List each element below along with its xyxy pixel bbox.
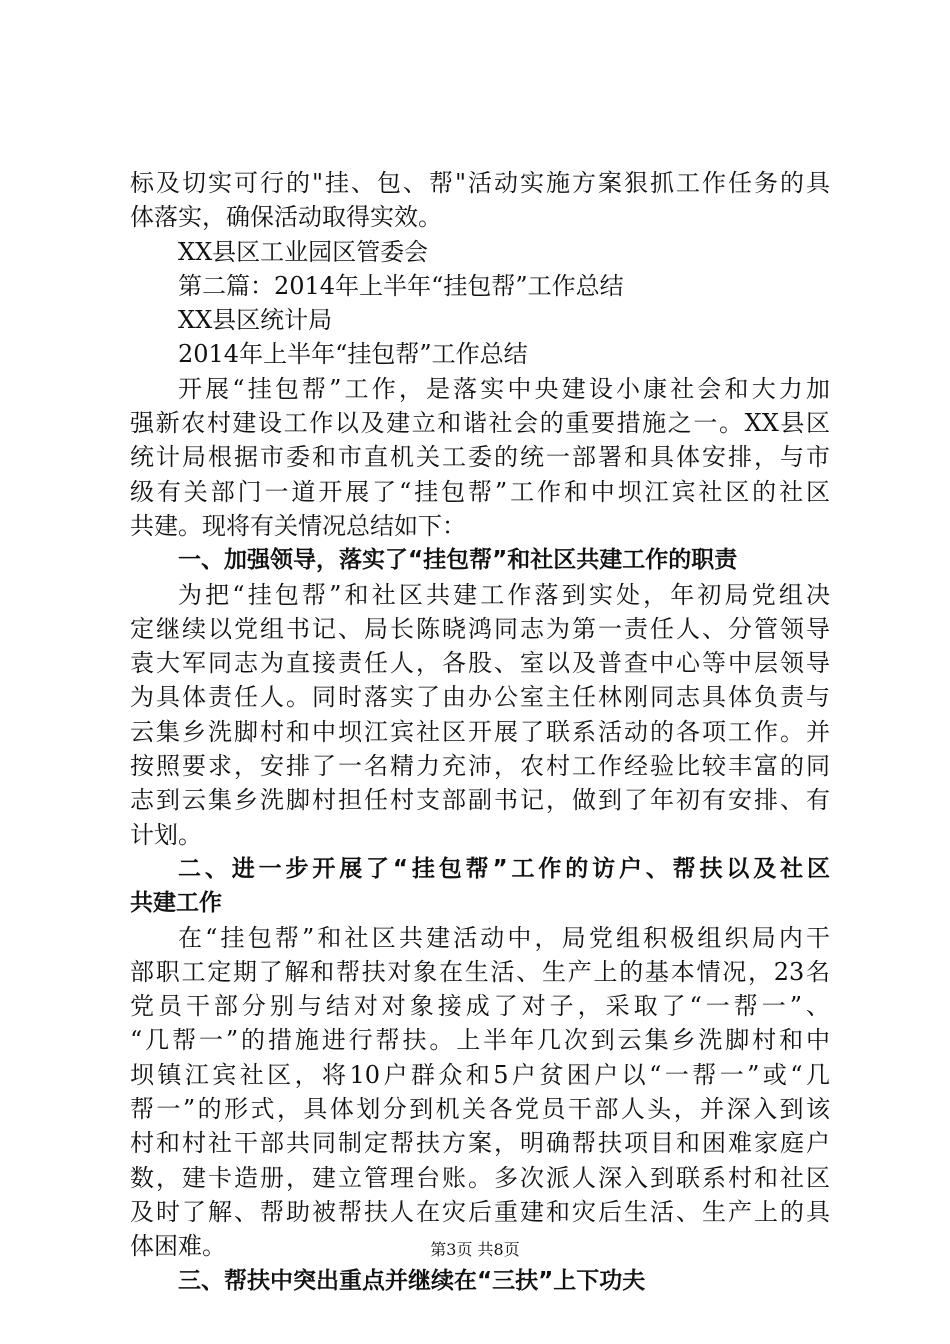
body-line: 部职工定期了解和帮扶对象在生活、生产上的基本情况，23名 bbox=[130, 957, 830, 986]
body-line: 数，建卡造册，建立管理台账。多次派人深入到联系村和社区 bbox=[130, 1163, 830, 1192]
body-line: 云集乡洗脚村和中坝江宾社区开展了联系活动的各项工作。并 bbox=[130, 717, 830, 746]
section-heading: 一、加强领导，落实了“挂包帮”和社区共建工作的职责 bbox=[178, 547, 738, 574]
body-line: 为把“挂包帮”和社区共建工作落到实处，年初局党组决 bbox=[178, 580, 830, 609]
body-line: 定继续以党组书记、局长陈晓鸿同志为第一责任人、分管领导 bbox=[130, 614, 830, 643]
body-line: 村和村社干部共同制定帮扶方案，明确帮扶项目和困难家庭户 bbox=[130, 1129, 830, 1158]
body-line: “几帮一”的措施进行帮扶。上半年几次到云集乡洗脚村和中 bbox=[130, 1026, 830, 1055]
document-body bbox=[130, 166, 830, 1298]
page-number: 第3页 共8页 bbox=[430, 1240, 520, 1259]
body-line: 按照要求，安排了一名精力充沛，农村工作经验比较丰富的同 bbox=[130, 752, 830, 781]
organization-name: XX县区统计局 bbox=[178, 306, 333, 335]
body-line: 党员干部分别与结对对象接成了对子，采取了“一帮一”、 bbox=[130, 992, 830, 1021]
body-line: 为具体责任人。同时落实了由办公室主任林刚同志具体负责与 bbox=[130, 683, 830, 712]
body-line: 开展“挂包帮”工作，是落实中央建设小康社会和大力加 bbox=[178, 374, 830, 403]
body-line: 帮一”的形式，具体划分到机关各党员干部人头，并深入到该 bbox=[130, 1095, 830, 1124]
section-heading: 三、帮扶中突出重点并继续在“三扶”上下功夫 bbox=[178, 1267, 646, 1294]
body-line: 志到云集乡洗脚村担任村支部副书记，做到了年初有安排、有 bbox=[130, 786, 830, 815]
body-line: 在“挂包帮”和社区共建活动中，局党组积极组织局内干 bbox=[178, 923, 830, 952]
body-line: 级有关部门一道开展了“挂包帮”工作和中坝江宾社区的社区 bbox=[130, 477, 830, 506]
body-line: 标及切实可行的"挂、包、帮"活动实施方案狠抓工作任务的具 bbox=[130, 169, 830, 197]
body-line: 体落实，确保活动取得实效。 bbox=[130, 203, 442, 232]
chapter-title: 第二篇：2014年上半年“挂包帮”工作总结 bbox=[178, 271, 624, 300]
section-heading: 二、进一步开展了“挂包帮”工作的访户、帮扶以及社区 bbox=[178, 855, 830, 882]
signature-line: XX县区工业园区管委会 bbox=[178, 237, 429, 266]
section-heading-continued: 共建工作 bbox=[130, 890, 222, 917]
body-line: 计划。 bbox=[130, 820, 202, 849]
body-line: 强新农村建设工作以及建立和谐社会的重要措施之一。XX县区 bbox=[130, 409, 830, 438]
body-line: 及时了解、帮助被帮扶人在灾后重建和灾后生活、生产上的具 bbox=[130, 1197, 830, 1226]
body-line: 体困难。 bbox=[130, 1232, 226, 1261]
body-line: 坝镇江宾社区，将10户群众和5户贫困户以“一帮一”或“几 bbox=[130, 1060, 830, 1089]
report-title: 2014年上半年“挂包帮”工作总结 bbox=[178, 340, 528, 369]
body-line: 袁大军同志为直接责任人，各股、室以及普查中心等中层领导 bbox=[130, 649, 830, 678]
body-line: 统计局根据市委和市直机关工委的统一部署和具体安排，与市 bbox=[130, 443, 830, 472]
body-line: 共建。现将有关情况总结如下： bbox=[130, 511, 466, 540]
